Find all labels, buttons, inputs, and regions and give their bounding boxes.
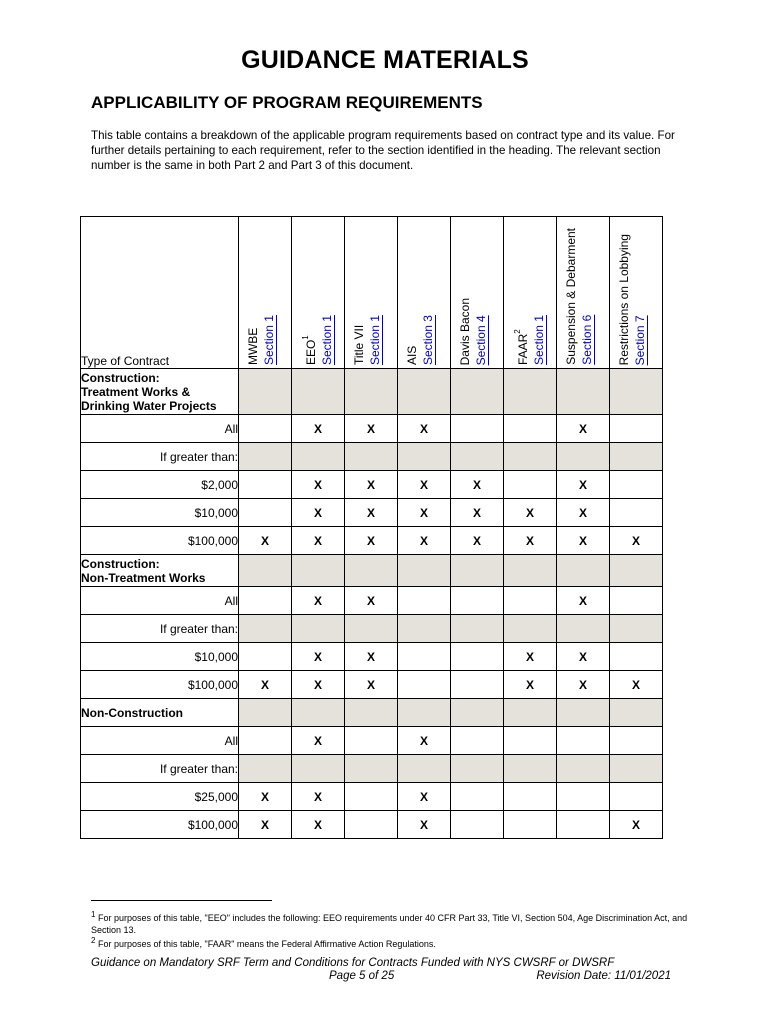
contract-value-label: $100,000 [81, 811, 239, 839]
requirement-mark [610, 727, 663, 755]
section-subtitle: APPLICABILITY OF PROGRAM REQUIREMENTS [91, 93, 483, 112]
section-header-row [81, 369, 663, 415]
requirement-mark [557, 811, 610, 839]
contract-value-label: $2,000 [81, 471, 239, 499]
requirement-mark [610, 499, 663, 527]
shaded-cell [239, 615, 292, 643]
column-section-link[interactable]: Section 4 [474, 314, 488, 365]
requirement-mark: X [345, 499, 398, 527]
contract-value-label: $100,000 [81, 671, 239, 699]
shaded-cell [451, 699, 504, 727]
shaded-cell [451, 755, 504, 783]
requirement-mark: X [398, 499, 451, 527]
requirement-mark [398, 587, 451, 615]
shaded-cell [451, 615, 504, 643]
requirement-mark: X [292, 671, 345, 699]
requirement-mark: X [239, 527, 292, 555]
shaded-cell [239, 755, 292, 783]
shaded-cell [398, 443, 451, 471]
requirement-mark [398, 671, 451, 699]
page-title: GUIDANCE MATERIALS [241, 46, 529, 74]
threshold-label: If greater than: [81, 443, 239, 471]
requirement-mark [239, 415, 292, 443]
requirement-mark [451, 727, 504, 755]
section-header-line: Non-Construction [81, 705, 183, 720]
column-requirement-name: Restrictions on Lobbying [617, 233, 631, 365]
requirement-mark [610, 415, 663, 443]
requirement-mark: X [345, 527, 398, 555]
footnote-text: For purposes of this table, "FAAR" means the Federal Affirmative Action Regulations. [97, 939, 436, 949]
page-footer [91, 957, 671, 983]
type-of-contract-header: Type of Contract [81, 217, 239, 369]
footer-revision-date: Revision Date: 11/01/2021 [536, 970, 671, 982]
table-row [81, 671, 663, 699]
column-header-8 [610, 217, 663, 369]
shaded-cell [398, 615, 451, 643]
requirement-mark: X [504, 499, 557, 527]
table-row [81, 643, 663, 671]
column-requirement-name: Suspension & Debarment [564, 228, 578, 365]
shaded-cell [557, 755, 610, 783]
table-row [81, 727, 663, 755]
footnote-1 [91, 909, 691, 936]
column-header-6 [504, 217, 557, 369]
section-header-line: Drinking Water Projects [81, 398, 217, 413]
column-header-5 [451, 217, 504, 369]
requirement-mark: X [557, 587, 610, 615]
threshold-label-row [81, 615, 663, 643]
requirement-mark: X [345, 471, 398, 499]
shaded-cell [398, 369, 451, 415]
column-section-link[interactable]: Section 1 [262, 314, 276, 365]
footer-page-number: Page 5 of 25 [329, 970, 395, 982]
section-header-line: Treatment Works & [81, 384, 191, 399]
requirement-mark [239, 587, 292, 615]
threshold-label-row [81, 443, 663, 471]
table-row [81, 527, 663, 555]
requirement-mark [504, 587, 557, 615]
shaded-cell [610, 443, 663, 471]
table-row [81, 499, 663, 527]
section-header-row [81, 555, 663, 587]
shaded-cell [504, 615, 557, 643]
requirement-mark [610, 643, 663, 671]
requirement-mark: X [345, 643, 398, 671]
shaded-cell [610, 699, 663, 727]
requirement-mark: X [345, 671, 398, 699]
requirement-mark: X [292, 727, 345, 755]
contract-value-label: $25,000 [81, 783, 239, 811]
requirement-mark: X [557, 499, 610, 527]
shaded-cell [504, 699, 557, 727]
shaded-cell [504, 369, 557, 415]
requirement-mark [557, 727, 610, 755]
shaded-cell [345, 555, 398, 587]
column-requirement-name: MWBE [246, 327, 260, 365]
requirement-mark: X [504, 671, 557, 699]
requirement-mark: X [398, 415, 451, 443]
shaded-cell [610, 615, 663, 643]
contract-value-label: $10,000 [81, 499, 239, 527]
requirement-mark [239, 643, 292, 671]
column-header-1 [239, 217, 292, 369]
requirement-mark: X [398, 527, 451, 555]
requirement-mark: X [398, 471, 451, 499]
requirement-mark: X [557, 471, 610, 499]
requirement-mark: X [239, 783, 292, 811]
shaded-cell [504, 755, 557, 783]
column-section-link[interactable]: Section 3 [421, 314, 435, 365]
contract-value-label: All [81, 415, 239, 443]
requirement-mark: X [451, 471, 504, 499]
shaded-cell [292, 555, 345, 587]
requirement-mark: X [557, 671, 610, 699]
shaded-cell [398, 755, 451, 783]
requirements-table [80, 216, 663, 839]
requirement-mark [239, 727, 292, 755]
column-header-2 [292, 217, 345, 369]
requirement-mark: X [345, 587, 398, 615]
section-header-label [81, 699, 239, 727]
shaded-cell [345, 443, 398, 471]
shaded-cell [557, 443, 610, 471]
requirement-mark [345, 811, 398, 839]
contract-value-label: $10,000 [81, 643, 239, 671]
requirement-mark: X [610, 671, 663, 699]
shaded-cell [292, 369, 345, 415]
footnote-number: 1 [91, 910, 96, 919]
requirement-mark: X [557, 527, 610, 555]
requirement-mark: X [557, 415, 610, 443]
shaded-cell [292, 615, 345, 643]
requirement-mark [398, 643, 451, 671]
requirement-mark [345, 783, 398, 811]
shaded-cell [239, 699, 292, 727]
requirement-mark: X [451, 527, 504, 555]
requirement-mark [451, 811, 504, 839]
shaded-cell [345, 615, 398, 643]
contract-value-label: All [81, 587, 239, 615]
requirement-mark: X [610, 811, 663, 839]
footer-document-title: Guidance on Mandatory SRF Term and Conditions for Contracts Funded with NYS CWSRF or DWSRF [91, 957, 615, 969]
table-row [81, 415, 663, 443]
shaded-cell [557, 369, 610, 415]
section-header-line: Construction: [81, 370, 160, 385]
threshold-label: If greater than: [81, 615, 239, 643]
contract-value-label: All [81, 727, 239, 755]
footnote-ref: 2 [513, 329, 522, 334]
requirement-mark [504, 811, 557, 839]
shaded-cell [292, 443, 345, 471]
requirement-mark: X [398, 783, 451, 811]
shaded-cell [451, 443, 504, 471]
table-row [81, 783, 663, 811]
column-header-3 [345, 217, 398, 369]
requirement-mark: X [451, 499, 504, 527]
shaded-cell [239, 443, 292, 471]
footnote-text: For purposes of this table, "EEO" includes the following: EEO requirements under 40 CFR Part 33, Title VI, Section 504, Age Discrimination Act, and Section 13. [91, 913, 688, 935]
requirement-mark [504, 471, 557, 499]
section-header-label [81, 369, 239, 415]
column-section-link[interactable]: Section 1 [368, 314, 382, 365]
column-requirement-name: FAAR$^2$ [513, 329, 530, 365]
requirement-mark [504, 727, 557, 755]
requirement-mark [451, 671, 504, 699]
requirement-mark: X [292, 499, 345, 527]
requirement-mark: X [610, 527, 663, 555]
column-section-link[interactable]: Section 1 [532, 314, 546, 365]
section-header-line: Construction: [81, 556, 160, 571]
requirement-mark: X [292, 471, 345, 499]
shaded-cell [451, 555, 504, 587]
shaded-cell [345, 369, 398, 415]
requirement-mark: X [398, 811, 451, 839]
shaded-cell [557, 555, 610, 587]
requirement-mark [345, 727, 398, 755]
table-row [81, 471, 663, 499]
shaded-cell [504, 443, 557, 471]
shaded-cell [610, 555, 663, 587]
shaded-cell [292, 699, 345, 727]
requirement-mark: X [292, 811, 345, 839]
column-header-7 [557, 217, 610, 369]
shaded-cell [239, 369, 292, 415]
footnote-2 [91, 935, 691, 950]
requirement-mark [610, 783, 663, 811]
footnote-ref: 1 [301, 335, 310, 340]
column-requirement-name: Davis Bacon [458, 297, 472, 365]
shaded-cell [557, 699, 610, 727]
shaded-cell [239, 555, 292, 587]
requirement-mark [504, 415, 557, 443]
requirement-mark [557, 783, 610, 811]
requirement-mark: X [239, 811, 292, 839]
requirement-mark [239, 471, 292, 499]
shaded-cell [292, 755, 345, 783]
shaded-cell [504, 555, 557, 587]
column-requirement-name: Title VII [352, 324, 366, 365]
table-header-row [81, 217, 663, 369]
table-row [81, 587, 663, 615]
requirement-mark: X [557, 643, 610, 671]
requirement-mark: X [292, 783, 345, 811]
requirement-mark: X [239, 671, 292, 699]
column-section-link[interactable]: Section 6 [580, 314, 594, 365]
requirement-mark: X [292, 415, 345, 443]
requirement-mark [239, 499, 292, 527]
column-requirement-name: EEO$^1$ [301, 335, 318, 365]
requirement-mark: X [292, 643, 345, 671]
column-requirement-name: AIS [405, 345, 419, 365]
contract-value-label: $100,000 [81, 527, 239, 555]
footnote-number: 2 [91, 936, 96, 945]
shaded-cell [610, 755, 663, 783]
requirement-mark [451, 587, 504, 615]
section-header-label [81, 555, 239, 587]
section-header-line: Non-Treatment Works [81, 570, 206, 585]
column-section-link[interactable]: Section 7 [633, 314, 647, 365]
section-header-row [81, 699, 663, 727]
intro-paragraph: This table contains a breakdown of the applicable program requirements based on contract type and its value. For further details pertaining to each requirement, refer to the section identified in the heading. The relevant section number is the same in both Part 2 and Part 3 of this document. [91, 129, 675, 172]
requirement-mark [610, 587, 663, 615]
requirement-mark [451, 643, 504, 671]
shaded-cell [398, 699, 451, 727]
requirement-mark [504, 783, 557, 811]
shaded-cell [610, 369, 663, 415]
footnote-divider [91, 900, 272, 901]
column-section-link[interactable]: Section 1 [320, 314, 334, 365]
shaded-cell [345, 755, 398, 783]
threshold-label-row [81, 755, 663, 783]
column-header-4 [398, 217, 451, 369]
requirement-mark: X [398, 727, 451, 755]
shaded-cell [398, 555, 451, 587]
requirement-mark: X [292, 527, 345, 555]
shaded-cell [345, 699, 398, 727]
requirement-mark [451, 415, 504, 443]
threshold-label: If greater than: [81, 755, 239, 783]
table-row [81, 811, 663, 839]
requirement-mark: X [504, 527, 557, 555]
requirement-mark [451, 783, 504, 811]
requirement-mark: X [292, 587, 345, 615]
requirement-mark: X [504, 643, 557, 671]
requirement-mark: X [345, 415, 398, 443]
requirement-mark [610, 471, 663, 499]
shaded-cell [451, 369, 504, 415]
shaded-cell [557, 615, 610, 643]
